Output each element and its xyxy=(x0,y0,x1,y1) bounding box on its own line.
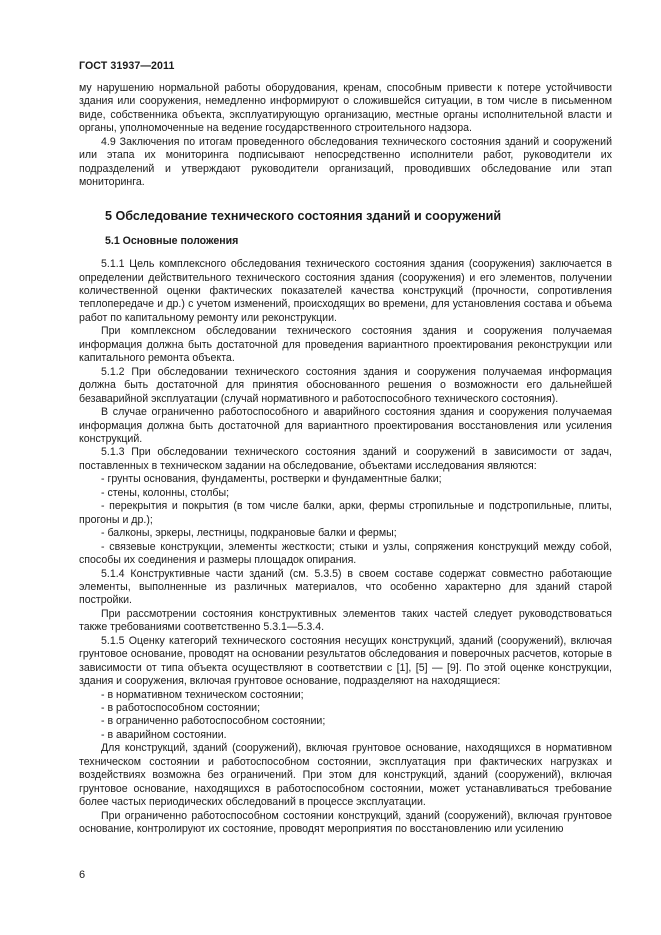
paragraph: - грунты основания, фундаменты, ростверки и фундаментные балки; xyxy=(101,473,442,486)
paragraph: 5.1.4 Конструктивные части зданий (см. 5.3.5) в своем составе содержат совместно работающие элементы, выполненные из различных материалов, что особенно характерно для зданий старой постройки. xyxy=(79,567,612,607)
paragraph: 5.1.2 При обследовании технического состояния здания и сооружения получаемая информация должна быть достаточной для принятия обоснованного решения о возможности его дальнейшей безаварийной эксплуатации (случай нормативного и работоспособного технического состояния). xyxy=(79,365,612,405)
paragraph: 5.1.5 Оценку категорий технического состояния несущих конструкций, зданий (сооружений), включая грунтовое основание, проводят на основании результатов обследования и поверочных расчетов, которые в зависимости от типа объекта осуществляют в соответствии с [1], [5] — [9]. По этой оценке конструкции, здания и сооружения, включая грунтовое основание, подразделяют на находящиеся: xyxy=(79,634,612,688)
paragraph: Для конструкций, зданий (сооружений), включая грунтовое основание, находящихся в нормативном техническом состоянии и работоспособном состоянии, эксплуатация при фактических нагрузках и воздействиях возможна без ограничений. При этом для конструкций, зданий (сооружений), включая грунтовое основание, находящихся в работоспособном состоянии, может устанавливаться требование более частых периодических обследований в процессе эксплуатации. xyxy=(79,742,612,809)
paragraph: - перекрытия и покрытия (в том числе балки, арки, фермы стропильные и подстропильные, плиты, прогоны и др.); xyxy=(79,500,612,526)
page-number: 6 xyxy=(79,869,86,881)
paragraph: 5.1.3 При обследовании технического состояния зданий и сооружений в зависимости от задач, поставленных в техническом задании на обследование, объектами исследования являются: xyxy=(79,446,612,472)
paragraph: При комплексном обследовании технического состояния здания и сооружения получаемая информация должна быть достаточной для проведения вариантного проектирования реконструкции или капитального ремонта объекта. xyxy=(79,325,612,365)
paragraph: - в работоспособном состоянии; xyxy=(101,702,261,715)
paragraph: - в ограниченно работоспособном состоянии; xyxy=(101,715,326,728)
paragraph: му нарушению нормальной работы оборудования, кренам, способным привести к потере устойчивости здания или сооружения, немедленно информируют о сложившейся ситуации, в том числе в письменном виде, собственника объекта, эксплуатирующую организацию, местные органы исполнительной власти и органы, уполномоченные на ведение государственного строительного надзора. xyxy=(79,82,612,135)
paragraph: - в аварийном состоянии. xyxy=(101,728,227,741)
paragraph: При рассмотрении состояния конструктивных элементов таких частей следует руководствоваться также требованиями соответственно 5.3.1—5.3.4. xyxy=(79,607,612,634)
subsection-heading: 5.1 Основные положения xyxy=(105,234,239,247)
paragraph: - балконы, эркеры, лестницы, подкрановые балки и фермы; xyxy=(101,527,397,540)
document-body xyxy=(79,82,612,837)
paragraph: - стены, колонны, столбы; xyxy=(101,486,230,499)
section-heading: 5 Обследование технического состояния зданий и сооружений xyxy=(105,208,502,223)
paragraph: 5.1.1 Цель комплексного обследования технического состояния здания (сооружения) заключается в определении действительного технического состояния здания (сооружения) и его элементов, получении количественной оценки фактических показателей качества конструкций (прочности, сопротивления теплопередаче и др.) с учетом изменений, происходящих во времени, для установления состава и объема работ по капитальному ремонту или реконструкции. xyxy=(79,258,612,324)
paragraph: 4.9 Заключения по итогам проведенного обследования технического состояния зданий и сооружений или этапа их мониторинга подписывают непосредственно исполнители работ, руководители их подразделений и утверждают руководители организаций, проводивших обследование или этап мониторинга. xyxy=(79,135,612,189)
document-header: ГОСТ 31937—2011 xyxy=(79,60,175,72)
paragraph: - в нормативном техническом состоянии; xyxy=(101,688,304,701)
paragraph: При ограниченно работоспособном состоянии конструкций, зданий (сооружений), включая грунтовое основание, контролируют их состояние, проводят мероприятия по восстановлению или усилению xyxy=(79,809,612,836)
paragraph: - связевые конструкции, элементы жесткости; стыки и узлы, сопряжения конструкций между собой, способы их соединения и размеры площадок опирания. xyxy=(79,540,612,567)
paragraph: В случае ограниченно работоспособного и аварийного состояния здания и сооружения получаемая информация должна быть достаточной для вариантного проектирования восстановления или усиления конструкций. xyxy=(79,406,612,445)
